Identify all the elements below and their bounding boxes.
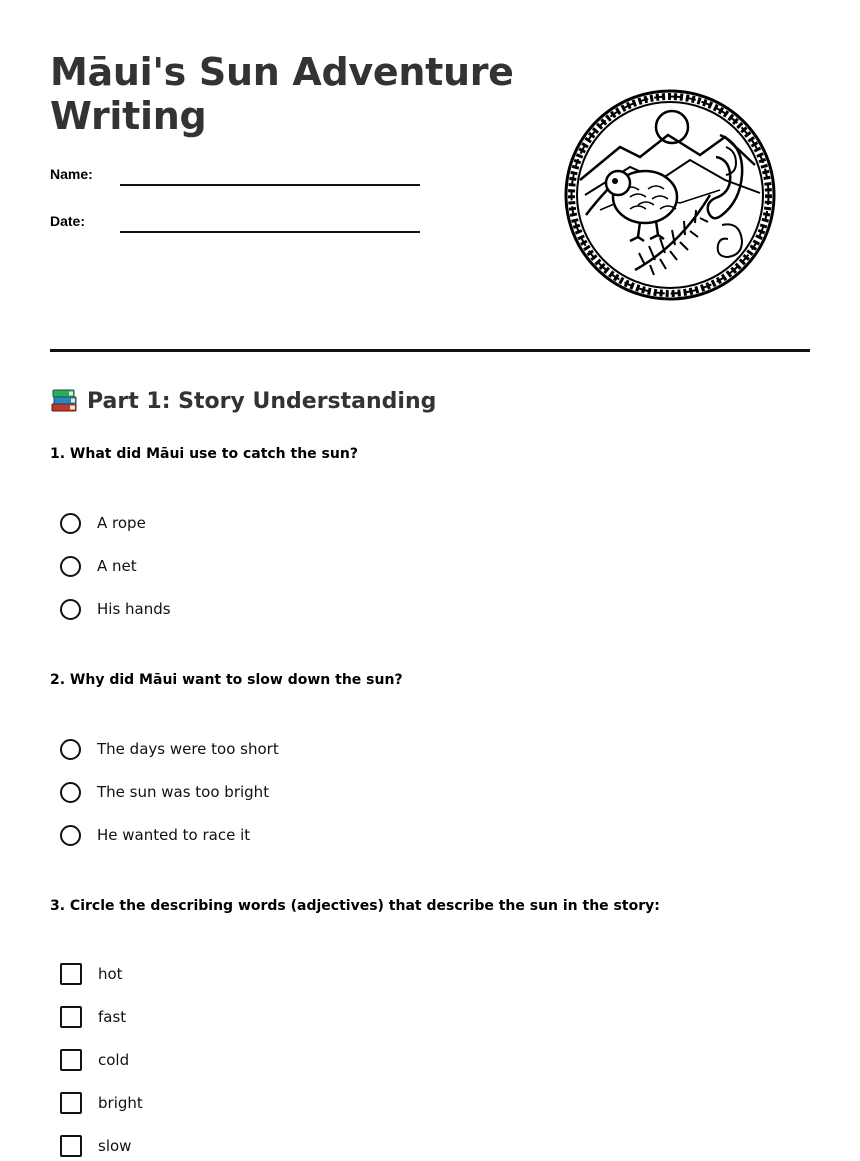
- date-label: Date:: [50, 213, 86, 229]
- checkbox-icon[interactable]: [60, 1135, 82, 1157]
- radio-circle-icon[interactable]: [60, 556, 81, 577]
- radio-circle-icon[interactable]: [60, 513, 81, 534]
- name-field: [50, 166, 430, 190]
- kiwi-emblem-icon: [560, 85, 780, 305]
- q1-option-2[interactable]: [60, 553, 137, 579]
- option-label: He wanted to race it: [97, 826, 251, 844]
- option-label: fast: [98, 1008, 127, 1026]
- page-title: Māui's Sun Adventure Writing: [50, 50, 514, 138]
- question-1: 1. What did Māui use to catch the sun?: [50, 446, 358, 462]
- option-label: slow: [98, 1137, 132, 1155]
- question-3: 3. Circle the describing words (adjectives) that describe the sun in the story:: [50, 898, 660, 914]
- q2-option-3[interactable]: [60, 822, 250, 848]
- section-divider: [50, 349, 810, 352]
- books-icon: [50, 388, 78, 414]
- option-label: bright: [98, 1094, 143, 1112]
- checkbox-icon[interactable]: [60, 1049, 82, 1071]
- radio-circle-icon[interactable]: [60, 599, 81, 620]
- question-2: 2. Why did Māui want to slow down the sun?: [50, 672, 403, 688]
- radio-circle-icon[interactable]: [60, 739, 81, 760]
- option-label: cold: [98, 1051, 130, 1069]
- section-heading: [50, 388, 436, 414]
- name-label: Name:: [50, 166, 93, 182]
- q3-option-5[interactable]: [60, 1133, 131, 1159]
- q2-option-1[interactable]: [60, 736, 279, 762]
- option-label: The days were too short: [97, 740, 279, 758]
- q1-option-1[interactable]: [60, 510, 146, 536]
- q3-option-3[interactable]: [60, 1047, 129, 1073]
- q3-option-4[interactable]: [60, 1090, 143, 1116]
- option-label: His hands: [97, 600, 171, 618]
- checkbox-icon[interactable]: [60, 963, 82, 985]
- radio-circle-icon[interactable]: [60, 782, 81, 803]
- option-label: hot: [98, 965, 123, 983]
- date-line[interactable]: [120, 231, 420, 233]
- q3-option-1[interactable]: [60, 961, 123, 987]
- option-label: The sun was too bright: [97, 783, 270, 801]
- radio-circle-icon[interactable]: [60, 825, 81, 846]
- checkbox-icon[interactable]: [60, 1006, 82, 1028]
- checkbox-icon[interactable]: [60, 1092, 82, 1114]
- q3-option-2[interactable]: [60, 1004, 126, 1030]
- q1-option-3[interactable]: [60, 596, 171, 622]
- section-title: Part 1: Story Understanding: [87, 388, 437, 414]
- date-field: [50, 213, 430, 237]
- option-label: A net: [97, 557, 137, 575]
- name-line[interactable]: [120, 184, 420, 186]
- option-label: A rope: [97, 514, 146, 532]
- q2-option-2[interactable]: [60, 779, 269, 805]
